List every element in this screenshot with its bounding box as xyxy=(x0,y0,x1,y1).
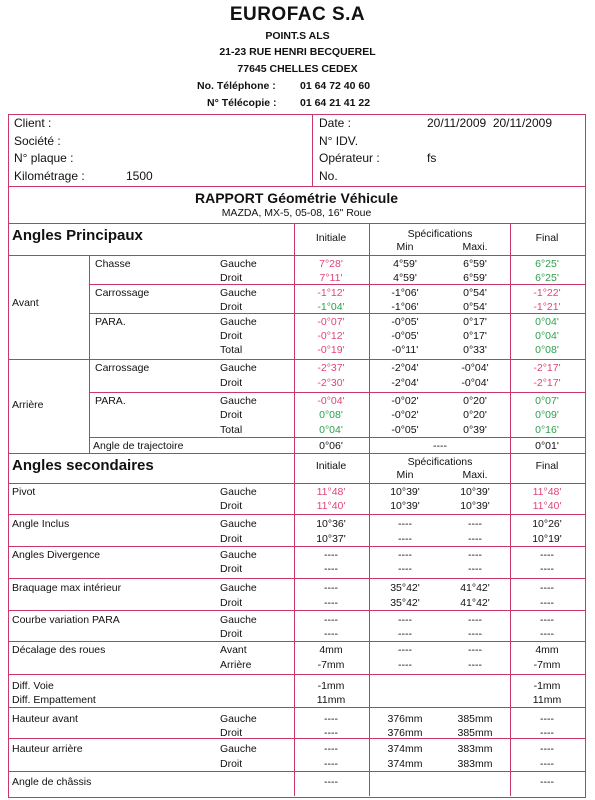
row-final-value: ---- xyxy=(540,776,554,788)
report-subtitle: MAZDA, MX-5, 05-08, 16" Roue xyxy=(221,207,372,219)
divider xyxy=(8,186,585,187)
idv-label: N° IDV. xyxy=(319,134,359,148)
row-min-value: -0°11' xyxy=(391,344,419,356)
row-final-value: 0°04' xyxy=(535,330,559,342)
col-initiale: Initiale xyxy=(315,232,347,244)
societe-label: Société : xyxy=(14,134,61,148)
row-initiale-value: -0°19' xyxy=(317,344,345,356)
row-initiale-value: -1mm xyxy=(317,680,345,692)
row-min-value: 376mm xyxy=(387,713,423,725)
row-max-value: 385mm xyxy=(457,727,493,739)
divider xyxy=(8,359,585,360)
row-final-value: ---- xyxy=(540,727,554,739)
row-side-label: Gauche xyxy=(220,614,257,626)
row-final-value: -1°21' xyxy=(533,301,561,313)
kilometrage-label: Kilométrage : xyxy=(14,169,85,183)
row-min-value: ---- xyxy=(398,628,412,640)
col-final-2: Final xyxy=(535,460,559,472)
col-divider xyxy=(294,223,295,796)
row-final-value: ---- xyxy=(540,549,554,561)
row-divider xyxy=(8,641,585,642)
row-min-value: 374mm xyxy=(387,758,423,770)
row-final-value: -1mm xyxy=(533,680,561,692)
row-divider xyxy=(8,546,585,547)
col-maxi: Maxi. xyxy=(462,241,488,253)
row-initiale-value: -0°12' xyxy=(317,330,345,342)
fax-number: 01 64 21 41 22 xyxy=(300,97,371,109)
col-divider xyxy=(510,223,511,796)
row-side-label: Arrière xyxy=(220,659,252,671)
row-max-value: ---- xyxy=(468,518,482,530)
row-initiale-value: ---- xyxy=(324,597,338,609)
row-label: Angle Inclus xyxy=(12,518,70,530)
row-side-label: Droit xyxy=(220,301,243,313)
row-final-value: 11mm xyxy=(532,694,562,706)
fax-label: N° Télécopie : xyxy=(207,97,277,109)
row-final-value: 6°25' xyxy=(535,258,559,270)
row-max-value: 0°39' xyxy=(463,424,487,436)
row-min-value: -0°02' xyxy=(391,395,419,407)
row-max-value: 41°42' xyxy=(460,582,490,594)
row-initiale-value: ---- xyxy=(324,776,338,788)
row-initiale-value: -1°04' xyxy=(317,301,345,313)
row-max-value: 41°42' xyxy=(460,597,490,609)
arriere-label: Arrière xyxy=(12,399,44,411)
row-final-value: 0°04' xyxy=(535,316,559,328)
row-group-label: Carrossage xyxy=(95,362,150,374)
col-initiale-2: Initiale xyxy=(315,460,347,472)
company-address-line3: 77645 CHELLES CEDEX xyxy=(237,63,358,75)
row-final-value: 0°09' xyxy=(535,409,559,421)
row-max-value: ---- xyxy=(468,614,482,626)
row-initiale-value: 10°36' xyxy=(316,518,346,530)
row-initiale-value: -7mm xyxy=(317,659,345,671)
row-initiale-value: ---- xyxy=(324,563,338,575)
col-specifications: Spécifications xyxy=(407,228,473,240)
row-final-value: -2°17' xyxy=(533,362,561,374)
row-min-value: -0°05' xyxy=(391,424,419,436)
row-initiale-value: ---- xyxy=(324,758,338,770)
divider xyxy=(8,483,585,484)
row-max-value: 10°39' xyxy=(460,500,490,512)
row-side-label: Droit xyxy=(220,563,243,575)
row-max-value: 0°33' xyxy=(463,344,487,356)
row-final-value: ---- xyxy=(540,597,554,609)
row-side-label: Gauche xyxy=(220,316,257,328)
row-side-label: Gauche xyxy=(220,395,257,407)
row-final-value: ---- xyxy=(540,758,554,770)
row-final-value: -7mm xyxy=(533,659,561,671)
row-side-label: Gauche xyxy=(220,549,257,561)
row-side-label: Avant xyxy=(220,644,247,656)
client-label: Client : xyxy=(14,116,52,130)
row-max-value: 385mm xyxy=(457,713,493,725)
row-max-value: ---- xyxy=(468,644,482,656)
no-label: No. xyxy=(319,169,338,183)
row-side-label: Droit xyxy=(220,272,243,284)
row-group-label: PARA. xyxy=(95,395,126,407)
avant-label: Avant xyxy=(12,297,39,309)
row-min-value: 374mm xyxy=(387,743,423,755)
col-min-2: Min xyxy=(396,469,414,481)
row-max-value: 0°17' xyxy=(463,316,487,328)
company-address-line2: 21-23 RUE HENRI BECQUEREL xyxy=(219,46,376,58)
row-label: Décalage des roues xyxy=(12,644,106,656)
row-final-value: 10°26' xyxy=(532,518,562,530)
row-min-value: 4°59' xyxy=(393,272,417,284)
col-min: Min xyxy=(396,241,414,253)
row-initiale-value: 7°11' xyxy=(319,272,343,284)
row-side-label: Droit xyxy=(220,628,243,640)
divider xyxy=(89,392,585,393)
company-address-line1: POINT.S ALS xyxy=(265,30,330,42)
row-final-value: ---- xyxy=(540,563,554,575)
row-divider xyxy=(8,707,585,708)
row-max-value: -0°04' xyxy=(461,362,489,374)
row-max-value: 6°59' xyxy=(463,272,487,284)
row-initiale-value: -2°37' xyxy=(317,362,345,374)
row-final-value: 11°48' xyxy=(532,486,562,498)
row-min-value: 35°42' xyxy=(390,597,420,609)
row-initiale-value: ---- xyxy=(324,713,338,725)
row-min-value: -1°06' xyxy=(391,287,419,299)
row-initiale-value: -0°04' xyxy=(317,395,345,407)
row-final-value: 11°40' xyxy=(532,500,562,512)
row-initiale-value: 4mm xyxy=(319,644,343,656)
row-group-label: Chasse xyxy=(95,258,131,270)
row-side-label: Droit xyxy=(220,330,243,342)
row-max-value: 0°54' xyxy=(463,287,487,299)
row-initiale-value: 11mm xyxy=(316,694,346,706)
trajectoire-initiale: 0°06' xyxy=(319,440,343,452)
operateur-value: fs xyxy=(427,151,437,165)
row-label: Braquage max intérieur xyxy=(12,582,122,594)
row-max-value: 6°59' xyxy=(463,258,487,270)
row-final-value: -2°17' xyxy=(533,377,561,389)
row-max-value: 0°20' xyxy=(463,409,487,421)
col-maxi-2: Maxi. xyxy=(462,469,488,481)
row-max-value: 0°54' xyxy=(463,301,487,313)
row-side-label: Droit xyxy=(220,377,243,389)
client-divider xyxy=(312,114,313,186)
row-side-label: Gauche xyxy=(220,258,257,270)
row-initiale-value: 0°08' xyxy=(319,409,343,421)
row-side-label: Droit xyxy=(220,409,243,421)
kilometrage-value: 1500 xyxy=(126,169,153,183)
row-initiale-value: ---- xyxy=(324,614,338,626)
row-max-value: ---- xyxy=(468,563,482,575)
row-initiale-value: ---- xyxy=(324,549,338,561)
row-min-value: -1°06' xyxy=(391,301,419,313)
col-specifications-2: Spécifications xyxy=(407,456,473,468)
row-side-label: Droit xyxy=(220,500,243,512)
row-min-value: 10°39' xyxy=(390,500,420,512)
row-initiale-value: 11°40' xyxy=(316,500,346,512)
row-label: Angles Divergence xyxy=(12,549,101,561)
row-max-value: -0°04' xyxy=(461,377,489,389)
row-initiale-value: -2°30' xyxy=(317,377,345,389)
row-initiale-value: 0°04' xyxy=(319,424,343,436)
row-label: Pivot xyxy=(12,486,36,498)
row-label: Angle de châssis xyxy=(12,776,92,788)
col-divider xyxy=(369,223,370,796)
row-max-value: 383mm xyxy=(457,758,493,770)
row-side-label: Droit xyxy=(220,533,243,545)
row-side-label: Total xyxy=(220,424,243,436)
row-divider xyxy=(8,674,585,675)
row-max-value: ---- xyxy=(468,533,482,545)
row-initiale-value: ---- xyxy=(324,727,338,739)
divider xyxy=(8,223,585,224)
row-max-value: 0°17' xyxy=(463,330,487,342)
row-final-value: 10°19' xyxy=(532,533,562,545)
row-final-value: 4mm xyxy=(535,644,559,656)
row-min-value: 35°42' xyxy=(390,582,420,594)
row-final-value: 0°08' xyxy=(535,344,559,356)
row-final-value: ---- xyxy=(540,582,554,594)
row-side-label: Gauche xyxy=(220,518,257,530)
row-divider xyxy=(8,610,585,611)
row-final-value: -1°22' xyxy=(533,287,561,299)
row-min-value: -2°04' xyxy=(391,362,419,374)
row-max-value: 0°20' xyxy=(463,395,487,407)
row-min-value: 4°59' xyxy=(393,258,417,270)
row-max-value: 10°39' xyxy=(460,486,490,498)
row-side-label: Gauche xyxy=(220,743,257,755)
row-final-value: ---- xyxy=(540,614,554,626)
row-label: Diff. Empattement xyxy=(12,694,96,706)
row-group-label: Carrossage xyxy=(95,287,150,299)
row-min-value: ---- xyxy=(398,659,412,671)
col-final: Final xyxy=(535,232,559,244)
row-side-label: Gauche xyxy=(220,713,257,725)
row-min-value: 10°39' xyxy=(390,486,420,498)
company-name: EUROFAC S.A xyxy=(229,4,366,25)
row-initiale-value: -1°12' xyxy=(317,287,345,299)
row-min-value: -0°05' xyxy=(391,316,419,328)
row-divider xyxy=(8,578,585,579)
row-group-label: PARA. xyxy=(95,316,126,328)
divider xyxy=(89,284,585,285)
row-min-value: -0°05' xyxy=(391,330,419,342)
row-divider xyxy=(8,771,585,772)
row-final-value: 0°16' xyxy=(535,424,559,436)
row-side-label: Total xyxy=(220,344,243,356)
row-side-label: Gauche xyxy=(220,362,257,374)
row-initiale-value: ---- xyxy=(324,628,338,640)
row-final-value: 6°25' xyxy=(535,272,559,284)
row-label: Hauteur avant xyxy=(12,713,78,725)
phone-number: 01 64 72 40 60 xyxy=(300,80,371,92)
row-final-value: ---- xyxy=(540,628,554,640)
divider xyxy=(8,255,585,256)
date-values: 20/11/2009 20/11/2009 xyxy=(427,116,553,130)
row-side-label: Gauche xyxy=(220,287,257,299)
row-initiale-value: 7°28' xyxy=(319,258,343,270)
row-max-value: ---- xyxy=(468,549,482,561)
row-initiale-value: -0°07' xyxy=(317,316,345,328)
row-side-label: Droit xyxy=(220,727,243,739)
row-max-value: ---- xyxy=(468,659,482,671)
row-min-value: ---- xyxy=(398,614,412,626)
report-title: RAPPORT Géométrie Véhicule xyxy=(194,190,399,206)
row-min-value: ---- xyxy=(398,563,412,575)
divider xyxy=(89,313,585,314)
row-label: Diff. Voie xyxy=(12,680,54,692)
row-initiale-value: 11°48' xyxy=(316,486,346,498)
row-initiale-value: 10°37' xyxy=(316,533,346,545)
row-initiale-value: ---- xyxy=(324,743,338,755)
row-final-value: ---- xyxy=(540,743,554,755)
row-label: Hauteur arrière xyxy=(12,743,83,755)
row-max-value: 383mm xyxy=(457,743,493,755)
row-final-value: ---- xyxy=(540,713,554,725)
row-min-value: -0°02' xyxy=(391,409,419,421)
trajectoire-spec: ---- xyxy=(433,440,447,452)
section-angles-secondaires: Angles secondaires xyxy=(12,457,154,474)
divider xyxy=(8,453,585,454)
row-side-label: Gauche xyxy=(220,486,257,498)
row-min-value: ---- xyxy=(398,549,412,561)
row-final-value: 0°07' xyxy=(535,395,559,407)
section-angles-principaux: Angles Principaux xyxy=(12,227,143,244)
row-side-label: Droit xyxy=(220,758,243,770)
row-min-value: ---- xyxy=(398,518,412,530)
row-label: Courbe variation PARA xyxy=(12,614,120,626)
row-min-value: ---- xyxy=(398,644,412,656)
divider xyxy=(89,437,585,438)
row-min-value: 376mm xyxy=(387,727,423,739)
phone-label: No. Téléphone : xyxy=(197,80,276,92)
row-initiale-value: ---- xyxy=(324,582,338,594)
plaque-label: N° plaque : xyxy=(14,151,74,165)
date-label: Date : xyxy=(319,116,352,130)
row-min-value: ---- xyxy=(398,533,412,545)
row-min-value: -2°04' xyxy=(391,377,419,389)
row-max-value: ---- xyxy=(468,628,482,640)
row-side-label: Gauche xyxy=(220,582,257,594)
trajectoire-final: 0°01' xyxy=(535,440,559,452)
row-side-label: Droit xyxy=(220,597,243,609)
trajectoire-label: Angle de trajectoire xyxy=(93,440,184,452)
operateur-label: Opérateur : xyxy=(319,151,380,165)
row-divider xyxy=(8,514,585,515)
